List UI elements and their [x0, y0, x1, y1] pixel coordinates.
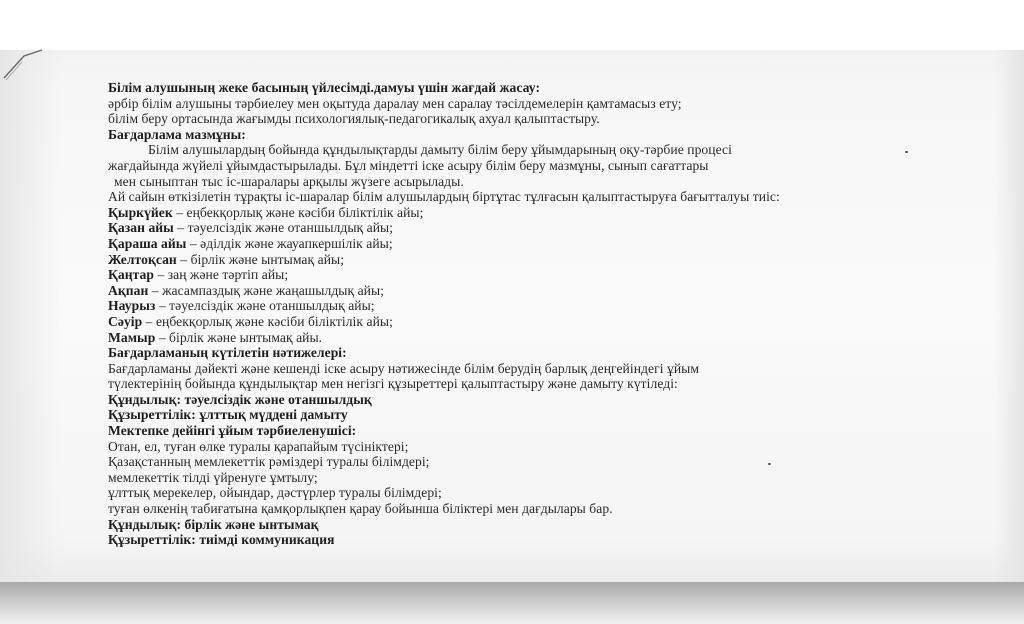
- document-line: [108, 361, 978, 377]
- document-line: [108, 439, 978, 455]
- line-bold-text: Мектепке дейінгі ұйым тәрбиеленушісі:: [108, 423, 357, 439]
- document-line: [108, 392, 978, 408]
- line-bold-text: Сәуір: [108, 313, 143, 329]
- line-bold-text: Желтоқсан: [108, 251, 177, 267]
- document-line: [108, 220, 978, 236]
- document-line: [108, 407, 978, 423]
- line-text: – еңбекқорлық және кәсіби біліктілік айы;: [142, 313, 393, 329]
- line-text: білім беру ортасында жағымды психологиялық-педагогикалық ахуал қалыптастыру.: [108, 111, 600, 127]
- line-bold-text: Бағдарлама мазмұны:: [108, 126, 246, 142]
- document-line: [108, 158, 978, 174]
- document-line: [108, 532, 978, 548]
- line-bold-text: Ақпан: [108, 282, 149, 298]
- line-bold-text: Білім алушының жеке басының үйлесімді.дамуы үшін жағдай жасау:: [108, 80, 541, 95]
- document-line: [108, 127, 978, 143]
- line-bold-text: Наурыз: [108, 298, 156, 314]
- line-text: Білім алушылардың бойында құндылықтарды дамыту білім беру ұйымдарының оқу-тәрбие процесі: [148, 142, 732, 158]
- document-line: [108, 174, 978, 190]
- line-bold-text: Бағдарламаның күтілетін нәтижелері:: [108, 345, 347, 361]
- document-line: [108, 142, 978, 158]
- document-line: [108, 283, 978, 299]
- line-text: Ай сайын өткізілетін тұрақты іс-шаралар білім алушылардың біртұтас тұлғасын қалыптастыруға бағытталуы тиіс:: [108, 189, 780, 205]
- document-line: [108, 454, 978, 470]
- document-line: [108, 501, 978, 517]
- line-text: – жасампаздық және жаңашылдық айы;: [148, 282, 384, 298]
- line-text: Бағдарламаны дәйекті және кешенді іске асыру нәтижесінде білім берудің барлық деңгейіндегі ұйым: [108, 360, 699, 376]
- document-line: [108, 485, 978, 501]
- document-line: [108, 96, 978, 112]
- paper-shadow-left: [0, 50, 60, 582]
- line-text: туған өлкенің табиғатына қамқорлықпен қарау бойынша біліктері мен дағдылары бар.: [108, 501, 613, 517]
- document-line: [108, 111, 978, 127]
- document-line: [108, 252, 978, 268]
- scan-speck: [768, 463, 771, 465]
- line-text: Қазақстанның мемлекеттік рәміздері туралы білімдері;: [108, 454, 430, 470]
- document-body: [108, 80, 978, 548]
- line-text: – заң және тәртіп айы;: [154, 267, 289, 283]
- line-text: – бірлік және ынтымақ айы;: [176, 251, 345, 267]
- line-text: жағдайында жүйелі ұйымдастырылады. Бұл міндетті іске асыру білім беру мазмұны, сынып сағаттары: [108, 157, 709, 173]
- line-text: әрбір білім алушыны тәрбиелеу мен оқытуда даралау мен саралау тәсілдемелерін қамтамасыз ету;: [108, 95, 682, 111]
- document-line: [108, 470, 978, 486]
- line-bold-text: Құндылық: тәуелсіздік және отаншылдық: [108, 391, 372, 407]
- document-line: [108, 376, 978, 392]
- document-line: [108, 236, 978, 252]
- document-line: [108, 517, 978, 533]
- line-text: – бірлік және ынтымақ айы.: [155, 329, 323, 345]
- document-line: [108, 267, 978, 283]
- scan-bottom-shadow: [0, 582, 1024, 624]
- line-bold-text: Қаңтар: [108, 267, 154, 283]
- document-line: [108, 298, 978, 314]
- line-bold-text: Қазан айы: [108, 220, 174, 236]
- line-text: түлектерінің бойында құндылықтар мен негізгі құзыреттері қалыптастыру және дамыту күтіледі:: [108, 376, 678, 392]
- document-line: [108, 189, 978, 205]
- paper-shadow-right: [994, 50, 1024, 582]
- document-line: [108, 314, 978, 330]
- line-bold-text: Құндылық: бірлік және ынтымақ: [108, 516, 319, 532]
- document-line: [108, 330, 978, 346]
- document-line: [108, 80, 978, 96]
- line-text: мен сыныптан тыс іс-шаралары арқылы жүзеге асырылады.: [114, 173, 464, 189]
- line-text: – тәуелсіздік және отаншылдық айы;: [155, 298, 375, 314]
- line-text: – әділдік және жауапкершілік айы;: [186, 235, 393, 251]
- line-bold-text: Қараша айы: [108, 235, 187, 251]
- scan-speck: [905, 151, 908, 153]
- line-bold-text: Қыркүйек: [108, 204, 173, 220]
- scan-top-margin: [0, 0, 1024, 50]
- line-text: Отан, ел, туған өлке туралы қарапайым түсініктері;: [108, 438, 409, 454]
- line-bold-text: Құзыреттілік: ұлттық мүддені дамыту: [108, 407, 348, 423]
- line-text: – еңбекқорлық және кәсіби біліктілік айы;: [172, 204, 424, 220]
- document-line: [108, 345, 978, 361]
- document-line: [108, 205, 978, 221]
- line-text: ұлттық мерекелер, ойындар, дәстүрлер туралы білімдері;: [108, 485, 442, 501]
- line-bold-text: Мамыр: [108, 329, 156, 345]
- page-corner-fold-icon: [2, 48, 62, 84]
- line-text: мемлекеттік тілді үйренуге ұмтылу;: [108, 469, 318, 485]
- line-text: – тәуелсіздік және отаншылдық айы;: [173, 220, 394, 236]
- line-bold-text: Құзыреттілік: тиімді коммуникация: [108, 532, 335, 548]
- document-line: [108, 423, 978, 439]
